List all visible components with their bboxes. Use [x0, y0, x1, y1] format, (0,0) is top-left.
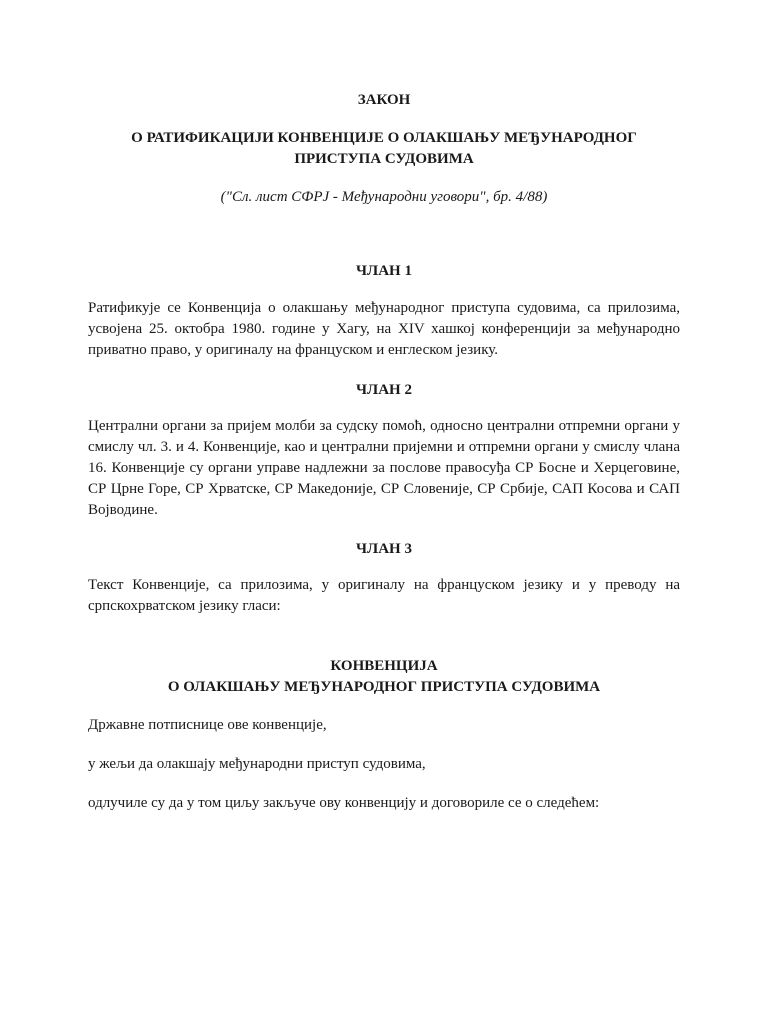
article-1-text: Ратификује се Конвенција о олакшању међународног приступа судовима, са прилозима, усвојена 25. октобра 1980. године у Хагу, на XIV хашкој конференцији за међународно приватно право, у оригиналу на француском и енглеском језику. — [88, 300, 680, 358]
gazette-source: ("Сл. лист СФРЈ - Међународни уговори", бр. 4/88) — [220, 189, 548, 205]
preamble-line-1: Државне потписнице ове конвенције, — [88, 717, 327, 733]
law-label: ЗАКОН — [357, 92, 411, 108]
article-2-heading: ЧЛАН 2 — [356, 382, 412, 398]
law-title-line2: ПРИСТУПА СУДОВИМА — [294, 151, 474, 167]
article-1-heading: ЧЛАН 1 — [356, 263, 412, 279]
preamble-line-2: у жељи да олакшају међународни приступ судовима, — [88, 756, 426, 772]
article-2-text: Централни органи за пријем молби за судску помоћ, односно централни отпремни органи у смислу чл. 3. и 4. Конвенције, као и централни пријемни и отпремни органи у смислу члана 16. Конвенције су органи управе надлежни за послове правосуђа СР Босне и Херцеговине, СР Црне Горе, СР Хрватске, СР Македоније, СР Словеније, СР Србије, САП Косова и САП Војводине. — [88, 418, 680, 518]
law-title-line1: О РАТИФИКАЦИЈИ КОНВЕНЦИЈЕ О ОЛАКШАЊУ МЕЂУНАРОДНОГ — [131, 130, 637, 146]
preamble-line-3: одлучиле су да у том циљу закључе ову конвенцију и договориле се о следећем: — [88, 795, 600, 811]
article-3-text: Текст Конвенције, са прилозима, у оригиналу на француском језику и у преводу на српскохрватском језику гласи: — [88, 577, 680, 614]
article-3-heading: ЧЛАН 3 — [356, 541, 412, 557]
convention-title: О ОЛАКШАЊУ МЕЂУНАРОДНОГ ПРИСТУПА СУДОВИМА — [167, 679, 601, 695]
convention-label: КОНВЕНЦИЈА — [330, 658, 438, 674]
